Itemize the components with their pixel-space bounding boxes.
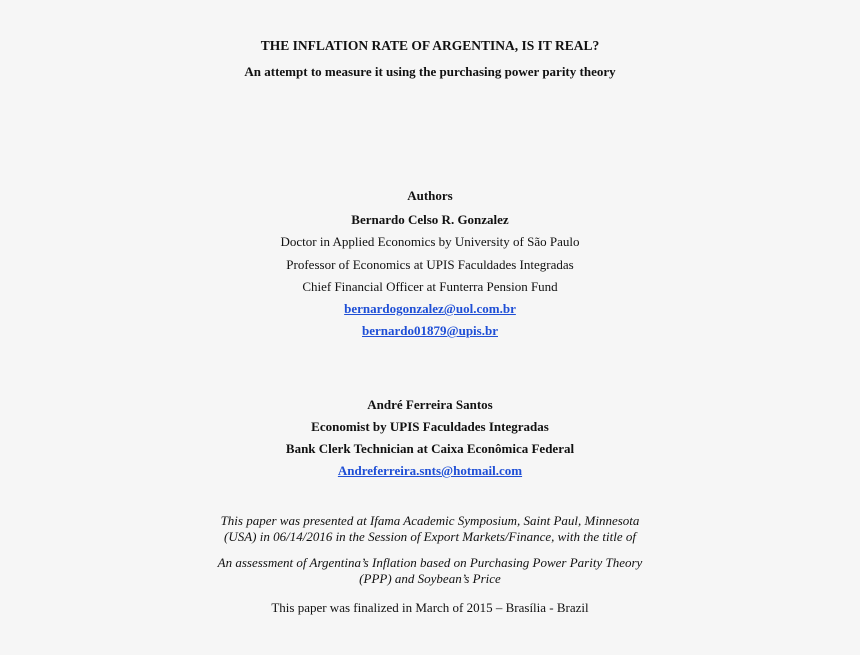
author2-name: André Ferreira Santos [367,397,493,412]
paper-title: THE INFLATION RATE OF ARGENTINA, IS IT REAL? [260,38,600,53]
author1-email-1-row [0,301,860,317]
presentation-note-line-1: This paper was presented at Ifama Academic Symposium, Saint Paul, Minnesota [220,513,640,528]
presentation-title-line-2: (PPP) and Soybean’s Price [359,571,501,586]
presentation-note-line-2: (USA) in 06/14/2016 in the Session of Export Markets/Finance, with the title of [224,529,636,544]
author2-email-link[interactable]: Andreferreira.snts@hotmail.com [337,463,523,478]
author1-name: Bernardo Celso R. Gonzalez [351,212,509,227]
author1-affiliation-2: Professor of Economics at UPIS Faculdades Integradas [286,257,574,272]
author2-affiliation-1: Economist by UPIS Faculdades Integradas [311,419,549,434]
author2-affiliation-2: Bank Clerk Technician at Caixa Econômica Federal [285,441,575,456]
presentation-title-line-1: An assessment of Argentina’s Inflation based on Purchasing Power Parity Theory [217,555,643,570]
author2-email-row [0,463,860,479]
paper-subtitle: An attempt to measure it using the purchasing power parity theory [244,64,616,79]
author1-email-2-row [0,323,860,339]
authors-heading: Authors [407,188,453,203]
finalized-note: This paper was finalized in March of 2015 – Brasília - Brazil [271,600,589,615]
author1-email-1-link[interactable]: bernardogonzalez@uol.com.br [344,301,516,316]
author1-affiliation-3: Chief Financial Officer at Funterra Pension Fund [302,279,558,294]
author1-affiliation-1: Doctor in Applied Economics by University of São Paulo [280,234,580,249]
author1-email-2-link[interactable]: bernardo01879@upis.br [362,323,498,338]
